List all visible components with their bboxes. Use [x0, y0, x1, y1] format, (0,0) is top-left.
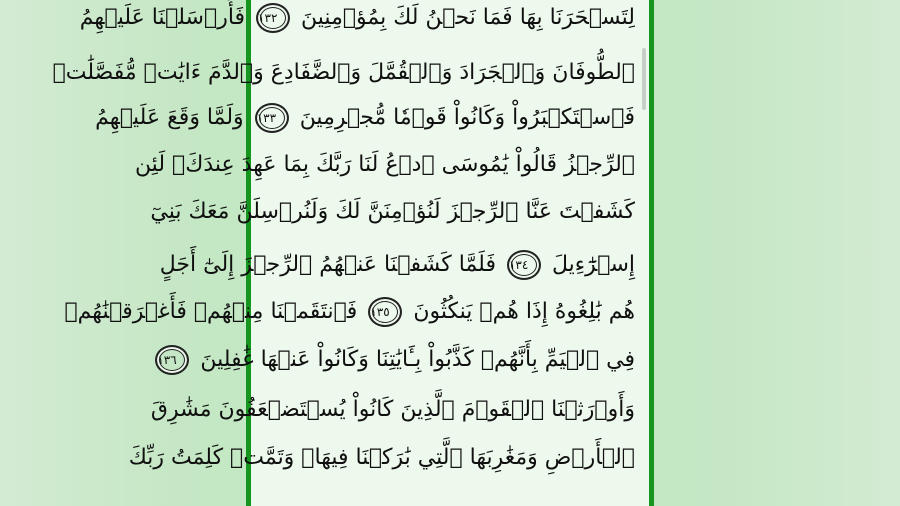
verse-text: ٱلۡأَرۡضِ وَمَغَٰرِبَهَا ٱلَّتِي بَٰرَكۡنَا فِيهَاۖ وَتَمَّتۡ كَلِمَتُ رَبِّكَ — [128, 445, 635, 470]
verse-text: وَأَوۡرَثۡنَا ٱلۡقَوۡمَ ٱلَّذِينَ كَانُواْ يُسۡتَضۡعَفُونَ مَشَٰرِقَ — [150, 397, 635, 422]
verse-line — [95, 98, 635, 138]
verse-text: إِسۡرَٰٓءِيلَ — [551, 252, 635, 277]
verse-line — [134, 145, 635, 185]
scrollbar-thumb[interactable] — [642, 48, 646, 110]
verse-text: ٱلطُّوفَانَ وَٱلۡجَرَادَ وَٱلۡقُمَّلَ وَٱلضَّفَادِعَ وَٱلدَّمَ ءَايَٰتٖ مُّفَصَّلَٰتٖ — [52, 60, 635, 85]
verse-line — [52, 53, 635, 93]
verse-line — [150, 390, 635, 430]
verse-line — [128, 438, 635, 478]
verse-line — [159, 245, 635, 285]
verse-text: هُم بَٰلِغُوهُ إِذَا هُمۡ يَنكُثُونَ — [413, 299, 635, 324]
verse-line — [150, 192, 635, 232]
verse-text: وَلَمَّا وَقَعَ عَلَيۡهِمُ — [95, 105, 244, 130]
verse-line — [157, 340, 635, 380]
ayah-number-marker: ١٣٣ — [255, 103, 289, 133]
verse-text: فَٱنتَقَمۡنَا مِنۡهُمۡ فَأَغۡرَقۡنَٰهُمۡ — [64, 299, 358, 324]
ayah-number-marker: ١٣٦ — [155, 345, 189, 375]
verse-line — [79, 0, 635, 38]
verse-line — [64, 292, 635, 332]
verse-text: فِي ٱلۡيَمِّ بِأَنَّهُمۡ كَذَّبُواْ بِـَٔايَٰتِنَا وَكَانُواْ عَنۡهَا غَٰفِلِينَ — [200, 347, 635, 372]
quran-page — [52, 0, 654, 506]
verse-text: فَٱسۡتَكۡبَرُواْ وَكَانُواْ قَوۡمٗا مُّجۡرِمِينَ — [299, 105, 635, 130]
ayah-number-marker: ١٣٤ — [507, 250, 541, 280]
verse-text: فَلَمَّا كَشَفۡنَا عَنۡهُمُ ٱلرِّجۡزَ إِلَىٰٓ أَجَلٍ — [159, 252, 496, 277]
ayah-number-marker: ١٣٥ — [368, 297, 402, 327]
verse-text: فَأَرۡسَلۡنَا عَلَيۡهِمُ — [79, 5, 246, 30]
verse-text: لِتَسۡحَرَنَا بِهَا فَمَا نَحۡنُ لَكَ بِمُؤۡمِنِينَ — [301, 5, 635, 30]
verse-text: ٱلرِّجۡزُ قَالُواْ يَٰمُوسَى ٱدۡعُ لَنَا رَبَّكَ بِمَا عَهِدَ عِندَكَۖ لَئِن — [134, 152, 635, 177]
ayah-number-marker: ١٣٢ — [256, 3, 290, 33]
verse-text: كَشَفۡتَ عَنَّا ٱلرِّجۡزَ لَنُؤۡمِنَنَّ لَكَ وَلَنُرۡسِلَنَّ مَعَكَ بَنِيٓ — [150, 199, 635, 224]
